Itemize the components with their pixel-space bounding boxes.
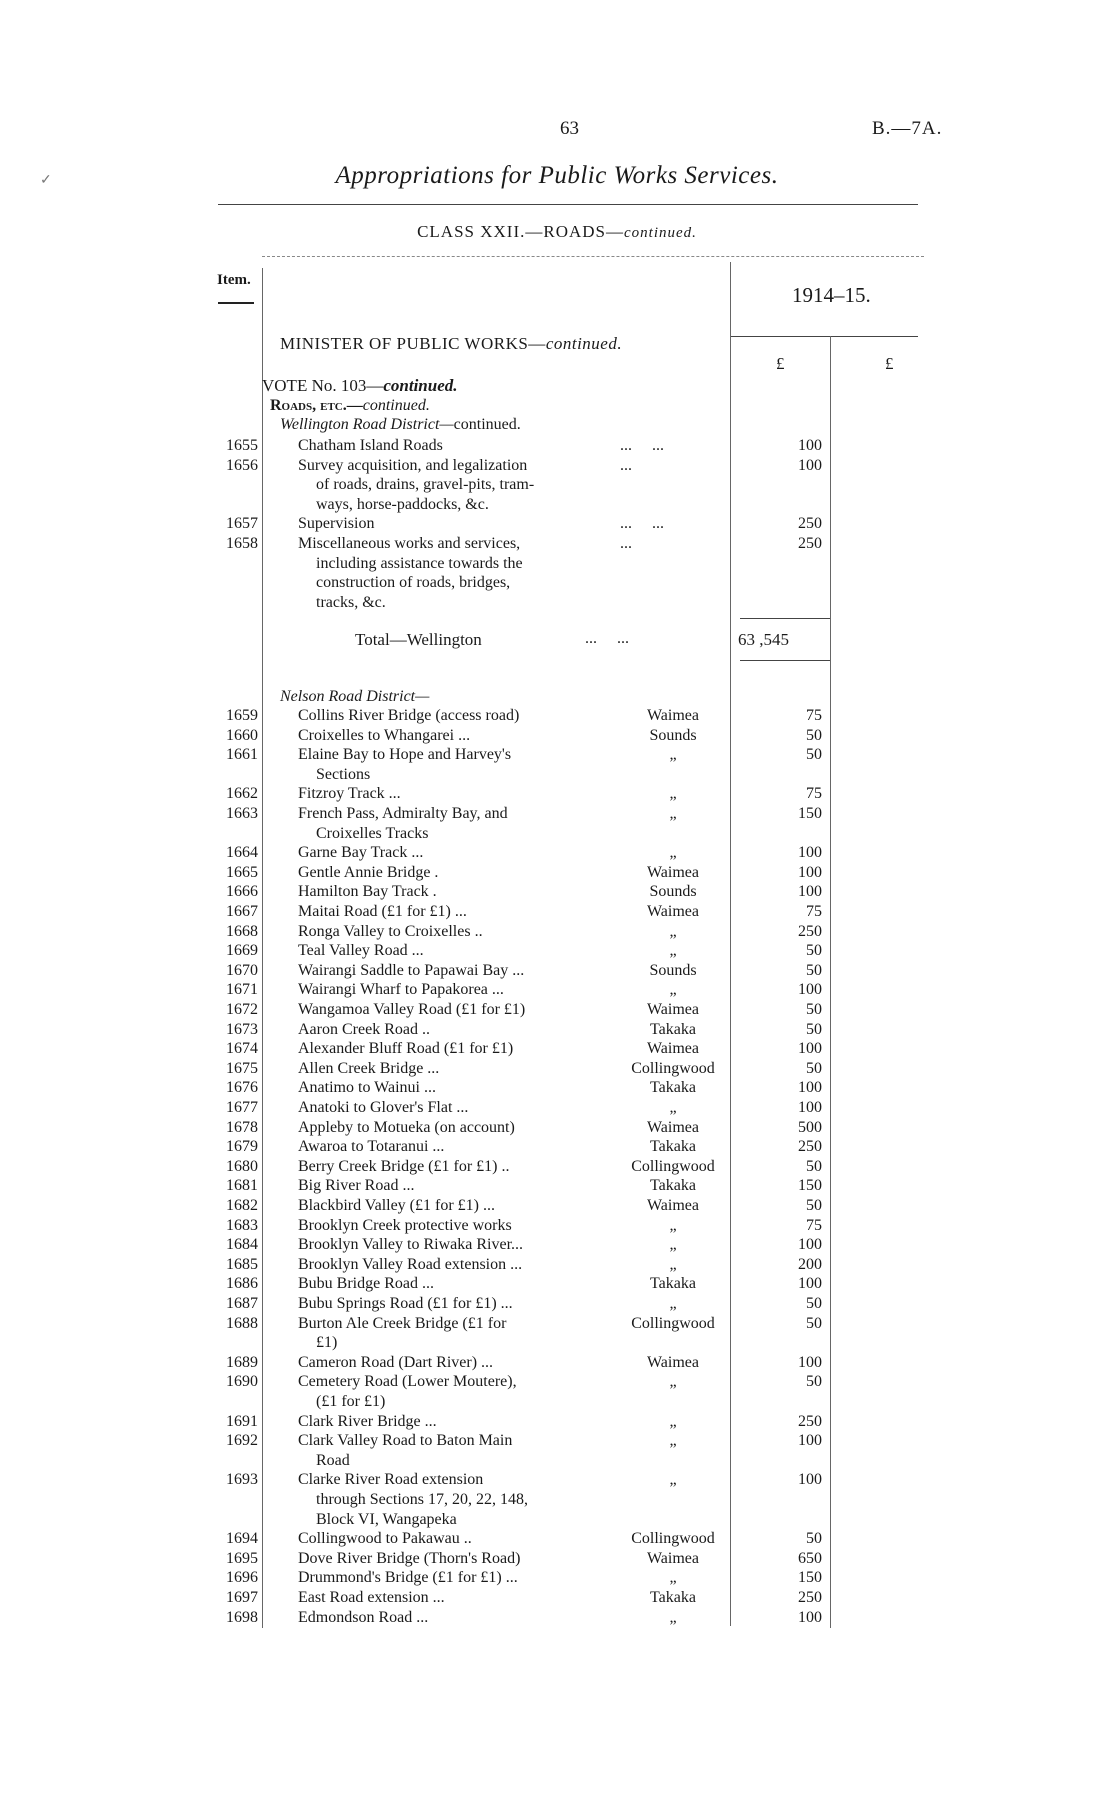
table-row (0, 922, 1114, 942)
item-amount: 100 (798, 981, 822, 999)
table-row (0, 1235, 1114, 1255)
item-district: „ (669, 785, 677, 803)
item-description: Brooklyn Creek protective works (298, 1216, 512, 1234)
item-number: 1685 (226, 1255, 258, 1273)
table-row (0, 1020, 1114, 1040)
year-header: 1914–15. (792, 283, 871, 307)
item-amount: 100 (798, 1079, 822, 1097)
item-amount: 100 (798, 1608, 822, 1626)
item-number: 1697 (226, 1589, 258, 1606)
item-description-continued: including assistance towards the (316, 554, 523, 572)
item-district: „ (669, 746, 677, 764)
item-number: 1657 (226, 515, 258, 533)
item-district: Waimea (646, 863, 699, 881)
item-district: Takaka (650, 1589, 696, 1606)
item-amount: 100 (798, 1275, 822, 1293)
item-description: Anatimo to Wainui ... (298, 1079, 436, 1097)
item-district: „ (669, 1471, 677, 1489)
item-description-continued: £1) (316, 1334, 338, 1352)
table-row (0, 1157, 1114, 1177)
item-district: Waimea (646, 1001, 699, 1018)
item-number: 1688 (226, 1314, 258, 1332)
item-description: French Pass, Admiralty Bay, and (298, 805, 508, 822)
item-amount: 100 (798, 1353, 822, 1371)
table-row (0, 1039, 1114, 1059)
item-description-continued: ways, horse-paddocks, &c. (316, 495, 489, 513)
document-reference: B.—7A. (872, 118, 943, 139)
table-row (0, 456, 1114, 476)
table-row (0, 1059, 1114, 1079)
item-description: Hamilton Bay Track . (298, 883, 437, 901)
item-description-continued: construction of roads, bridges, (316, 574, 511, 592)
item-amount: 75 (806, 1216, 822, 1234)
item-number: 1694 (226, 1530, 258, 1548)
item-description: Miscellaneous works and services, (298, 535, 521, 552)
item-description: Drummond's Bridge (£1 for £1) ... (298, 1569, 518, 1587)
item-district: „ (669, 1412, 677, 1430)
item-number: 1667 (226, 903, 258, 920)
total-bottom-rule (740, 660, 830, 661)
table-row (0, 1216, 1114, 1236)
item-number: 1677 (226, 1099, 258, 1116)
item-amount: 50 (806, 726, 822, 744)
item-description: Croixelles to Whangarei ... (298, 726, 471, 744)
total-label: Total—Wellington (355, 630, 482, 649)
item-number: 1668 (226, 922, 258, 940)
table-row (0, 1078, 1114, 1098)
item-description: Wangamoa Valley Road (£1 for £1) (298, 1001, 526, 1018)
item-number: 1666 (226, 883, 258, 901)
item-district: Sounds (649, 883, 697, 901)
item-amount: 200 (798, 1255, 822, 1273)
item-amount: 250 (798, 922, 822, 940)
item-district: „ (669, 1432, 677, 1450)
roads-heading: Roads, etc.—continued. (270, 397, 430, 414)
leader-dots: ... (620, 456, 632, 474)
class-rule (262, 256, 924, 257)
item-district: „ (669, 1255, 677, 1273)
item-number: 1690 (226, 1373, 258, 1391)
page-title: Appropriations for Public Works Services. (335, 162, 779, 189)
item-amount: 150 (798, 1177, 822, 1195)
item-district: Sounds (649, 961, 697, 979)
item-number: 1676 (226, 1079, 258, 1097)
item-description: Maitai Road (£1 for £1) ... (298, 903, 467, 920)
item-column-header: Item. (217, 272, 251, 288)
item-number: 1683 (226, 1216, 258, 1234)
item-description: Survey acquisition, and legalization (298, 456, 528, 474)
item-description: Supervision (298, 515, 375, 533)
item-district: „ (669, 844, 677, 862)
item-amount: 100 (798, 883, 822, 901)
table-row (0, 1137, 1114, 1157)
item-district: Takaka (650, 1079, 696, 1097)
table-row (0, 1196, 1114, 1216)
item-description: Edmondson Road ... (298, 1608, 429, 1626)
leader-dots: ... (620, 535, 632, 552)
table-row (0, 902, 1114, 922)
item-description: Garne Bay Track ... (298, 844, 424, 862)
class-heading: CLASS XXII.—ROADS—continued. (417, 222, 697, 241)
item-amount: 50 (806, 746, 822, 764)
item-description: Ronga Valley to Croixelles .. (298, 922, 483, 940)
item-number: 1679 (226, 1138, 258, 1156)
vote-heading: VOTE No. 103—continued. (262, 376, 458, 395)
item-amount: 500 (798, 1118, 822, 1136)
item-district: Waimea (646, 1197, 699, 1214)
item-number: 1669 (226, 942, 258, 960)
minister-heading: MINISTER OF PUBLIC WORKS—continued. (280, 334, 623, 353)
item-district: Takaka (650, 1138, 696, 1156)
table-row (0, 941, 1114, 961)
table-row (0, 863, 1114, 883)
year-rule (730, 336, 918, 337)
item-number: 1680 (226, 1157, 258, 1175)
item-description-continued: Croixelles Tracks (316, 824, 429, 842)
item-amount: 250 (798, 1589, 822, 1606)
item-district: „ (669, 1569, 677, 1587)
item-description: Awaroa to Totaranui ... (298, 1138, 445, 1156)
item-number: 1686 (226, 1275, 258, 1293)
item-district: Sounds (649, 726, 697, 744)
item-description: Clark Valley Road to Baton Main (298, 1432, 513, 1450)
table-row (0, 534, 1114, 554)
item-amount: 50 (806, 1295, 822, 1312)
item-number: 1687 (226, 1295, 258, 1312)
item-district: Waimea (646, 707, 699, 724)
item-district: Collingwood (631, 1157, 715, 1175)
item-amount: 250 (798, 515, 822, 533)
item-district: „ (669, 1295, 677, 1312)
item-number: 1674 (226, 1040, 258, 1058)
total-amount: 63 ,545 (738, 630, 789, 649)
item-district: Waimea (646, 1353, 699, 1371)
table-row (0, 1529, 1114, 1549)
item-description: Brooklyn Valley to Riwaka River... (298, 1236, 524, 1254)
item-description: Appleby to Motueka (on account) (298, 1118, 515, 1136)
item-description: Aaron Creek Road .. (298, 1020, 430, 1038)
item-amount: 250 (798, 1138, 822, 1156)
total-top-rule (740, 618, 830, 619)
item-number: 1670 (226, 961, 258, 979)
margin-mark: ✓ (40, 173, 52, 188)
table-row (0, 980, 1114, 1000)
item-number: 1682 (226, 1197, 258, 1214)
item-number: 1672 (226, 1001, 258, 1018)
table-row (0, 1568, 1114, 1588)
item-number: 1698 (226, 1608, 258, 1626)
item-description: Clark River Bridge ... (298, 1412, 437, 1430)
item-description: Anatoki to Glover's Flat ... (298, 1099, 469, 1116)
item-district: Collingwood (631, 1059, 715, 1077)
item-district: Takaka (650, 1275, 696, 1293)
item-number: 1659 (226, 707, 258, 724)
item-number: 1693 (226, 1471, 258, 1489)
total-leader-dots: ... ... (585, 630, 629, 647)
item-description: East Road extension ... (298, 1589, 445, 1606)
item-description: Burton Ale Creek Bridge (£1 for (298, 1314, 507, 1332)
item-description-continued: tracks, &c. (316, 593, 386, 611)
table-row (0, 843, 1114, 863)
table-row (0, 1255, 1114, 1275)
item-number: 1663 (226, 805, 258, 822)
item-amount: 50 (806, 1059, 822, 1077)
item-number: 1675 (226, 1059, 258, 1077)
table-row (0, 745, 1114, 765)
item-description-continued: Road (316, 1451, 350, 1469)
item-amount: 50 (806, 1373, 822, 1391)
item-description: Cameron Road (Dart River) ... (298, 1353, 494, 1371)
table-row (0, 961, 1114, 981)
item-number: 1681 (226, 1177, 258, 1195)
item-number: 1689 (226, 1353, 258, 1371)
item-description: Blackbird Valley (£1 for £1) ... (298, 1197, 495, 1214)
item-district: Collingwood (631, 1314, 715, 1332)
currency-header-1: £ (776, 354, 785, 373)
item-district: „ (669, 1216, 677, 1234)
item-district: „ (669, 942, 677, 960)
item-amount: 100 (798, 456, 822, 474)
item-description-continued: Block VI, Wangapeka (316, 1510, 457, 1528)
item-description: Allen Creek Bridge ... (298, 1059, 440, 1077)
item-district: „ (669, 805, 677, 822)
item-description: Teal Valley Road ... (298, 942, 424, 960)
item-description: Wairangi Saddle to Papawai Bay ... (298, 961, 525, 979)
item-district: Waimea (646, 1040, 699, 1058)
item-district: „ (669, 981, 677, 999)
item-amount: 100 (798, 863, 822, 881)
item-number: 1673 (226, 1020, 258, 1038)
item-district: Waimea (646, 1549, 699, 1567)
item-amount: 100 (798, 844, 822, 862)
table-row (0, 1098, 1114, 1118)
table-row (0, 706, 1114, 726)
item-number: 1695 (226, 1549, 258, 1567)
item-amount: 100 (798, 1236, 822, 1254)
title-rule (218, 204, 918, 205)
item-district: Takaka (650, 1177, 696, 1195)
item-district: „ (669, 922, 677, 940)
table-row (0, 882, 1114, 902)
item-description: Wairangi Wharf to Papakorea ... (298, 981, 504, 999)
table-row (0, 1274, 1114, 1294)
item-district: Waimea (646, 1118, 699, 1136)
item-description-continued: Sections (316, 765, 371, 783)
item-amount: 50 (806, 1197, 822, 1214)
item-number: 1684 (226, 1236, 258, 1254)
item-district: „ (669, 1608, 677, 1626)
item-amount: 50 (806, 961, 822, 979)
table-row (0, 514, 1114, 534)
item-number: 1656 (226, 456, 258, 474)
item-district: Takaka (650, 1020, 696, 1038)
item-description: Alexander Bluff Road (£1 for £1) (298, 1040, 514, 1058)
item-number: 1671 (226, 981, 258, 999)
item-description: Bubu Springs Road (£1 for £1) ... (298, 1295, 513, 1312)
item-number: 1692 (226, 1432, 258, 1450)
item-amount: 650 (798, 1549, 822, 1567)
item-amount: 150 (798, 805, 822, 822)
item-description-continued: through Sections 17, 20, 22, 148, (316, 1491, 528, 1508)
item-description-continued: of roads, drains, gravel-pits, tram- (316, 476, 535, 494)
item-description: Collingwood to Pakawau .. (298, 1530, 472, 1548)
item-description: Dove River Bridge (Thorn's Road) (298, 1549, 521, 1567)
item-amount: 100 (798, 1099, 822, 1116)
item-header-underline (218, 302, 254, 304)
item-amount: 150 (798, 1569, 822, 1587)
item-number: 1655 (226, 437, 258, 454)
table-row (0, 436, 1114, 456)
nelson-district-heading: Nelson Road District— (280, 688, 430, 705)
item-amount: 50 (806, 1020, 822, 1038)
item-description: Cemetery Road (Lower Moutere), (298, 1373, 517, 1391)
item-amount: 50 (806, 1001, 822, 1018)
item-number: 1665 (226, 863, 258, 881)
item-amount: 50 (806, 942, 822, 960)
item-number: 1661 (226, 746, 258, 764)
item-district: Collingwood (631, 1530, 715, 1548)
item-district: „ (669, 1236, 677, 1254)
item-district: Waimea (646, 903, 699, 920)
item-description: Clarke River Road extension (298, 1471, 484, 1489)
item-amount: 50 (806, 1530, 822, 1548)
item-number: 1662 (226, 785, 258, 803)
item-amount: 100 (798, 1040, 822, 1058)
item-amount: 75 (806, 785, 822, 803)
item-amount: 250 (798, 1412, 822, 1430)
item-district: „ (669, 1373, 677, 1391)
item-amount: 50 (806, 1314, 822, 1332)
item-description: Chatham Island Roads (298, 437, 443, 454)
item-description: Berry Creek Bridge (£1 for £1) .. (298, 1157, 510, 1175)
item-number: 1691 (226, 1412, 258, 1430)
item-number: 1696 (226, 1569, 258, 1587)
table-row (0, 1470, 1114, 1490)
item-amount: 75 (806, 903, 822, 920)
table-row (0, 726, 1114, 746)
table-row (0, 1353, 1114, 1373)
page-number: 63 (560, 118, 579, 139)
item-description: Gentle Annie Bridge . (298, 863, 439, 881)
table-row (0, 1412, 1114, 1432)
item-number: 1658 (226, 535, 258, 552)
item-amount: 100 (798, 1432, 822, 1450)
item-amount: 100 (798, 1471, 822, 1489)
table-row (0, 1431, 1114, 1451)
currency-header-2: £ (885, 354, 894, 373)
table-row (0, 1372, 1114, 1392)
table-row (0, 1314, 1114, 1334)
table-row (0, 1176, 1114, 1196)
item-number: 1664 (226, 844, 258, 862)
item-district: „ (669, 1099, 677, 1116)
item-description: Collins River Bridge (access road) (298, 707, 520, 724)
leader-dots: ... ... (620, 515, 664, 533)
table-row (0, 1588, 1114, 1608)
item-amount: 100 (798, 437, 822, 454)
table-row (0, 804, 1114, 824)
table-row (0, 784, 1114, 804)
table-row (0, 1608, 1114, 1628)
item-description-continued: (£1 for £1) (316, 1393, 386, 1410)
table-row (0, 1549, 1114, 1569)
item-description: Bubu Bridge Road ... (298, 1275, 434, 1293)
item-amount: 75 (806, 707, 822, 724)
item-amount: 250 (798, 535, 822, 552)
item-number: 1660 (226, 726, 258, 744)
wellington-district-heading: Wellington Road District—continued. (280, 416, 521, 433)
item-description: Big River Road ... (298, 1177, 415, 1195)
item-amount: 50 (806, 1157, 822, 1175)
table-row (0, 1294, 1114, 1314)
item-description: Elaine Bay to Hope and Harvey's (298, 746, 512, 764)
table-row (0, 1118, 1114, 1138)
table-row (0, 1000, 1114, 1020)
item-description: Brooklyn Valley Road extension ... (298, 1255, 523, 1273)
leader-dots: ... ... (620, 437, 664, 454)
item-description: Fitzroy Track ... (298, 785, 401, 803)
item-number: 1678 (226, 1118, 258, 1136)
